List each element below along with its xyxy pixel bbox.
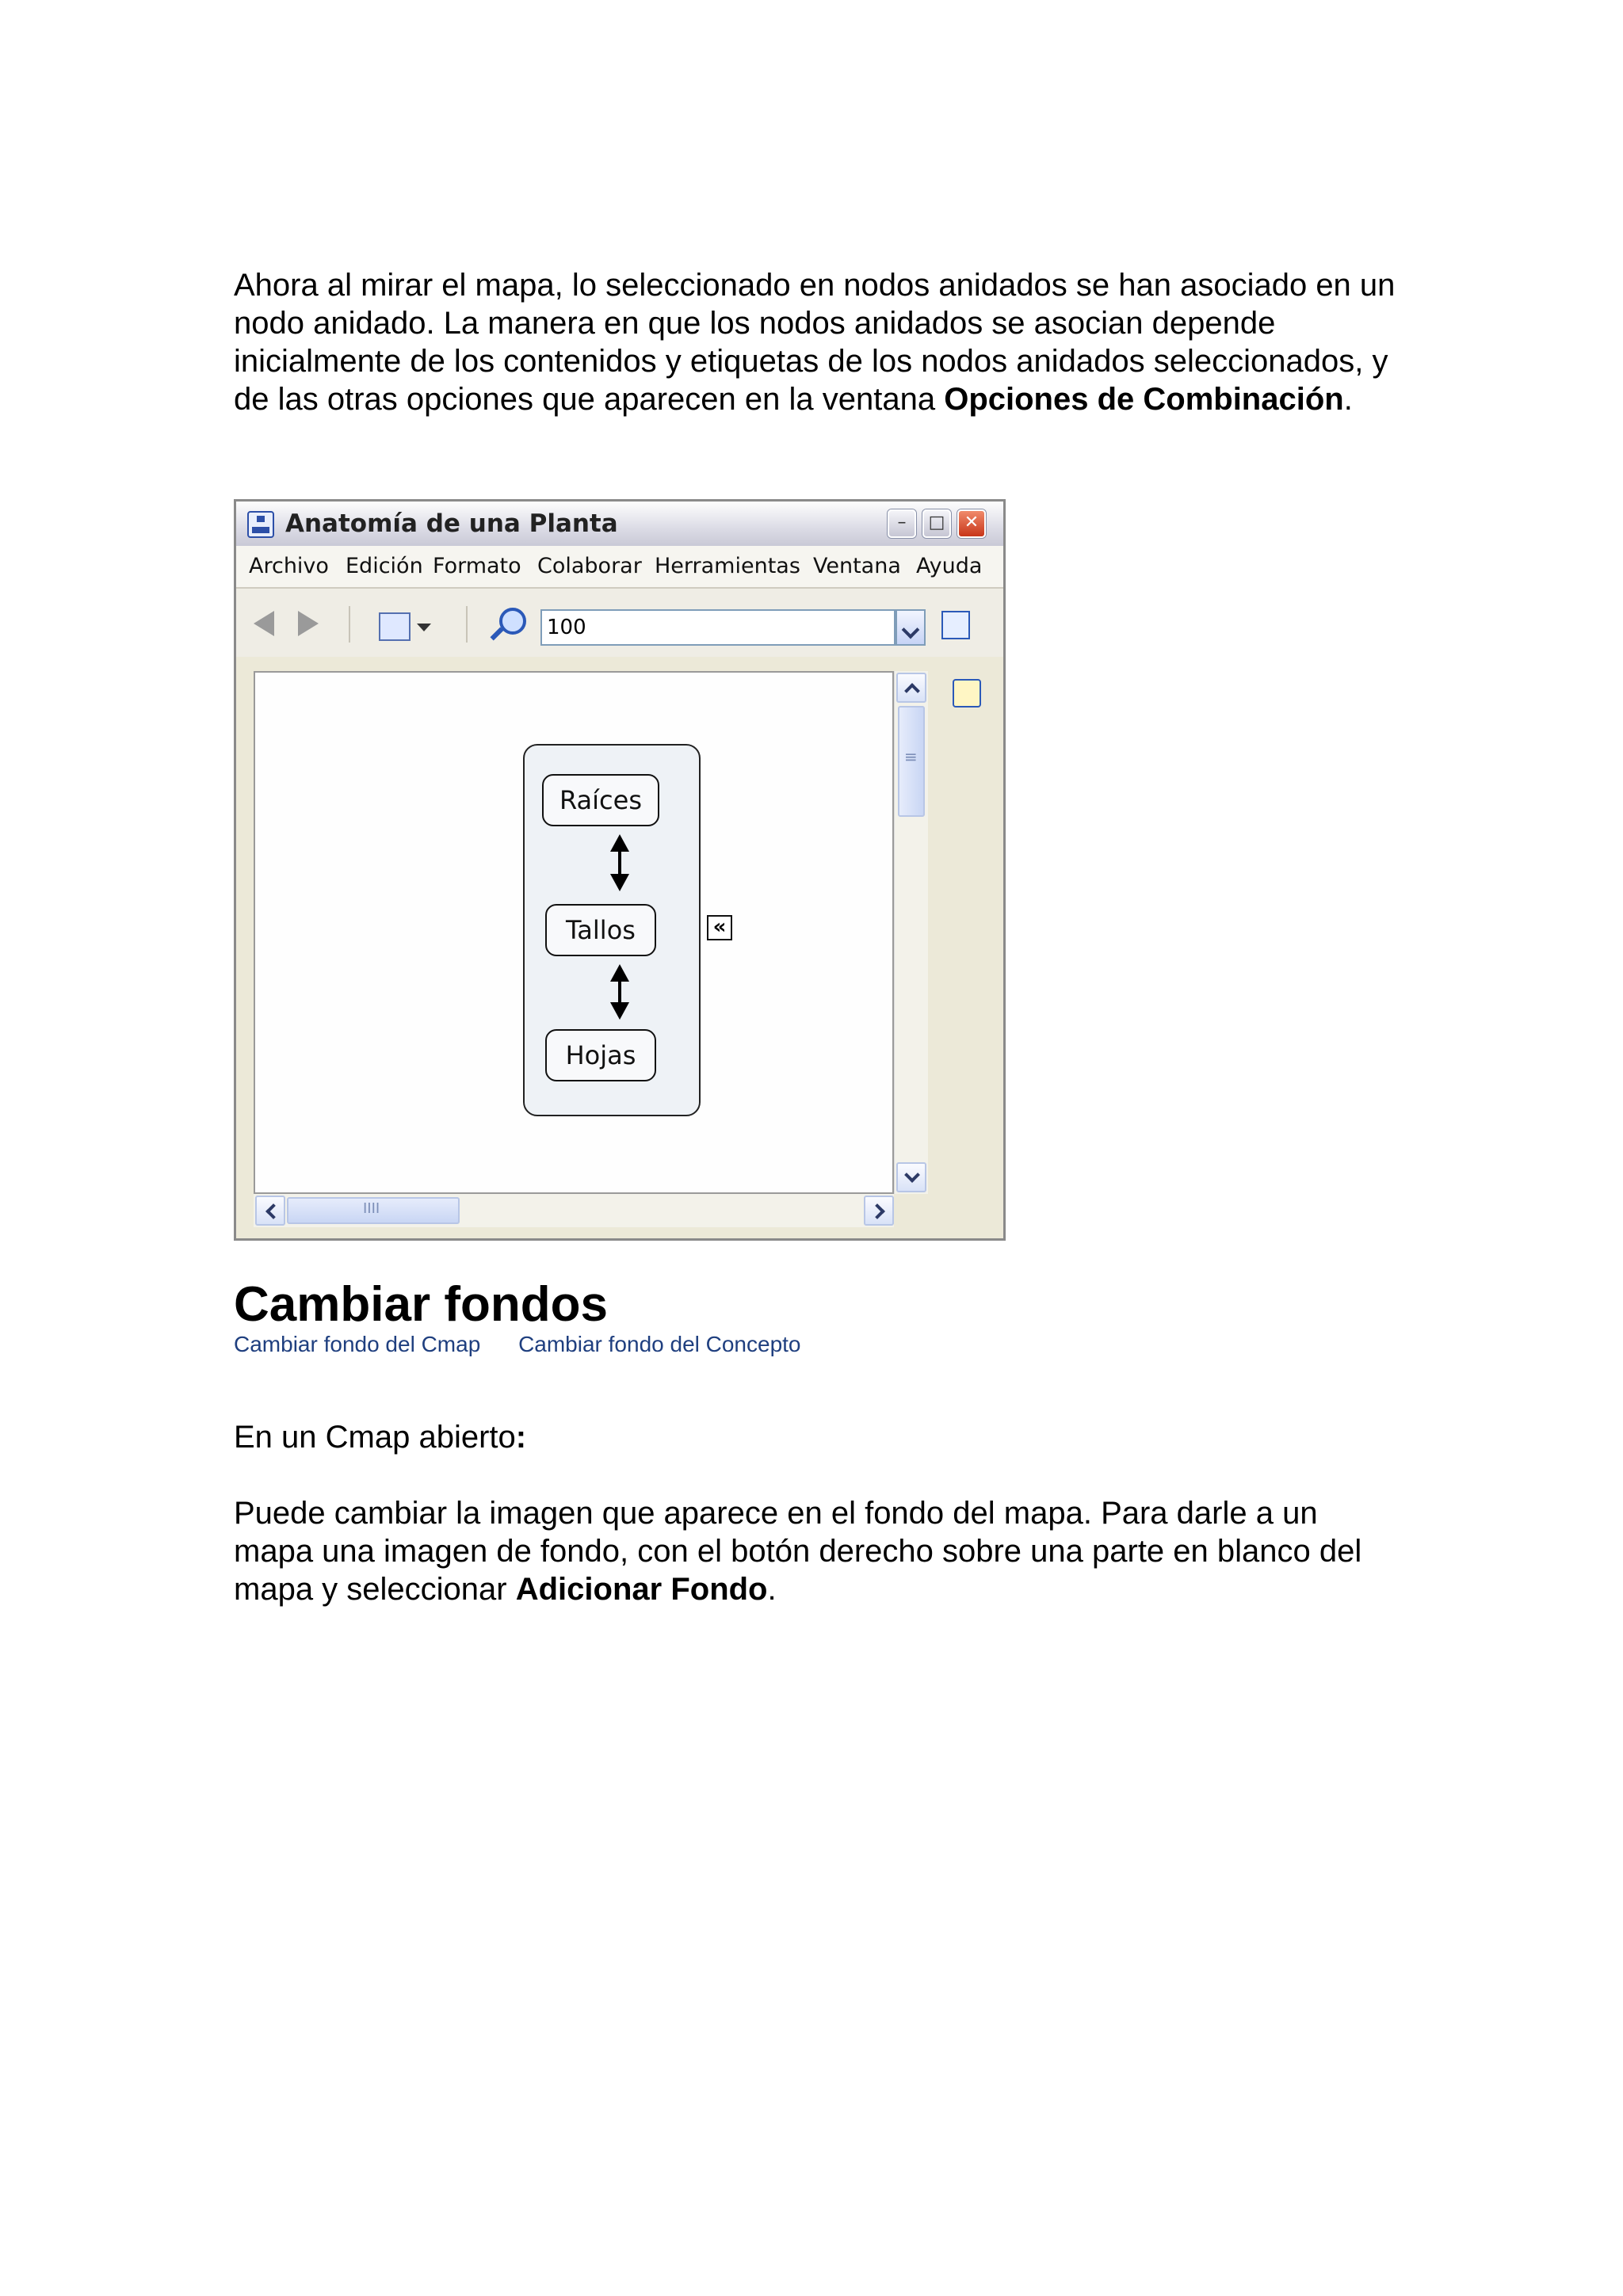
intro-paragraph (234, 266, 1399, 418)
cmap-app-icon (247, 511, 274, 538)
cmap-window (234, 499, 1006, 1241)
lead-text: En un Cmap abierto (234, 1420, 516, 1455)
scroll-grip-icon: ≡ (904, 747, 918, 766)
collapse-icon[interactable]: « (707, 915, 732, 940)
toolbar-separator (349, 606, 350, 643)
close-button[interactable]: ✕ (957, 509, 986, 538)
intro-bold: Opciones de Combinación (944, 382, 1344, 417)
section-links (234, 1331, 833, 1358)
zoom-handle-icon (491, 627, 504, 641)
scroll-grip-icon: IIII (363, 1200, 380, 1217)
section-heading: Cambiar fondos (234, 1277, 608, 1332)
minimize-button[interactable]: – (888, 509, 916, 538)
title-bar[interactable] (236, 502, 1003, 547)
menu-formato[interactable]: Formato (433, 554, 521, 578)
scroll-right-button[interactable] (864, 1196, 894, 1226)
back-arrow-icon[interactable] (254, 611, 274, 636)
view-options-icon[interactable] (379, 612, 411, 641)
scroll-down-button[interactable] (896, 1162, 926, 1192)
scroll-up-button[interactable] (896, 673, 926, 703)
intro-text: Ahora al mirar el mapa, lo seleccionado en nodos anidados se han asociado en un nodo anidado. La manera en que los nodos anidados se asocian depende inicialmente de los contenidos y etiquetas de los nodos anidados seleccionados, y de las otras opciones que aparecen en la ventana (234, 268, 1396, 417)
menu-edicion[interactable]: Edición (346, 554, 423, 578)
zoom-dropdown-button[interactable] (896, 609, 926, 646)
link-cambiar-fondo-cmap[interactable]: Cambiar fondo del Cmap (234, 1332, 481, 1356)
style-palette-icon[interactable] (941, 611, 970, 639)
body-paragraph (234, 1494, 1399, 1608)
chevron-down-icon[interactable] (417, 624, 431, 631)
body-bold: Adicionar Fondo (515, 1572, 768, 1607)
menu-bar (236, 546, 1003, 589)
menu-colaborar[interactable]: Colaborar (537, 554, 642, 578)
scroll-left-button[interactable] (255, 1196, 285, 1226)
arrow-up-icon (610, 834, 629, 852)
intro-text-end: . (1343, 382, 1353, 417)
toolbar-separator (466, 606, 468, 643)
concept-node-tallos[interactable]: Tallos (545, 904, 656, 956)
lead-colon: : (515, 1420, 527, 1455)
concept-node-raices[interactable]: Raíces (542, 774, 659, 826)
vertical-scrollbar[interactable] (894, 671, 928, 1194)
lead-paragraph (234, 1418, 1399, 1456)
collaboration-icon[interactable] (953, 679, 981, 707)
arrow-down-icon (610, 1002, 629, 1020)
vertical-scroll-thumb[interactable] (898, 706, 925, 817)
arrow-up-icon (610, 964, 629, 982)
body-text-end: . (767, 1572, 777, 1607)
zoom-input[interactable]: 100 (540, 609, 896, 646)
menu-archivo[interactable]: Archivo (249, 554, 329, 578)
menu-ayuda[interactable]: Ayuda (916, 554, 983, 578)
menu-herramientas[interactable]: Herramientas (655, 554, 800, 578)
link-cambiar-fondo-concepto[interactable]: Cambiar fondo del Concepto (518, 1332, 801, 1356)
forward-arrow-icon[interactable] (298, 611, 319, 636)
horizontal-scrollbar[interactable] (254, 1194, 894, 1227)
toolbar (236, 589, 1003, 657)
concept-node-hojas[interactable]: Hojas (545, 1029, 656, 1081)
link-line (618, 850, 621, 877)
menu-ventana[interactable]: Ventana (813, 554, 901, 578)
maximize-button[interactable]: □ (922, 509, 951, 538)
body-text: Puede cambiar la imagen que aparece en el fondo del mapa. Para darle a un mapa una imagen de fondo, con el botón derecho sobre una parte en blanco del mapa y seleccionar (234, 1496, 1362, 1607)
horizontal-scroll-thumb[interactable] (287, 1197, 460, 1224)
arrow-down-icon (610, 874, 629, 891)
window-title: Anatomía de una Planta (285, 509, 618, 538)
